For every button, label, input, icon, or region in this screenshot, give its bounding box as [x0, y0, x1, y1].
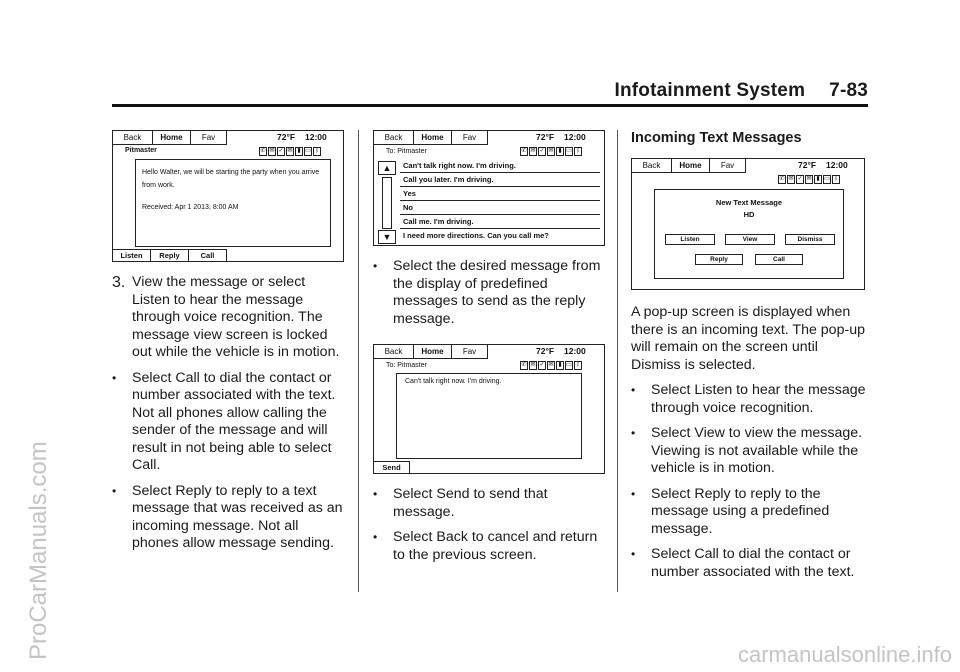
message-option[interactable]: No — [400, 201, 600, 215]
message-icon: ✉ — [788, 176, 794, 182]
bullet-dot: • — [631, 547, 636, 561]
phone-icon: ✆ — [521, 362, 527, 368]
header-text — [615, 80, 869, 102]
signal-icon: ▮ — [814, 175, 822, 184]
listen-button[interactable]: Listen — [665, 234, 715, 245]
signal-icon: ▮ — [556, 361, 564, 370]
bullet-item — [631, 382, 867, 417]
clock: 12:00 — [826, 160, 848, 170]
scroll-down-icon[interactable]: ▼ — [378, 230, 396, 244]
popup-dialog — [654, 189, 844, 279]
check-icon: ✓ — [278, 148, 284, 154]
message-box — [396, 373, 582, 459]
bluetooth-icon: ᛒ — [574, 147, 582, 156]
message-icon: ✉ — [530, 148, 536, 154]
bullet-text: Select Send to send that message. — [393, 486, 548, 520]
clock: 12:00 — [564, 132, 586, 142]
column-3 — [631, 130, 867, 581]
envelope-icon: ✉ — [548, 362, 554, 368]
scrollbar[interactable] — [382, 177, 392, 229]
bluetooth-icon: ᛒ — [832, 175, 840, 184]
bullet-item — [373, 486, 605, 521]
column-1 — [112, 130, 344, 553]
message-icon: ✉ — [530, 362, 536, 368]
message-option[interactable]: Call me. I'm driving. — [400, 215, 600, 229]
bullet-item — [631, 546, 867, 581]
bullet-text: Select Back to cancel and return to the previous screen. — [393, 529, 598, 563]
status-icons — [259, 147, 321, 156]
bullet-text: Select Listen to hear the message through voice recognition. — [651, 382, 866, 416]
status-icons — [520, 361, 582, 370]
back-button[interactable]: Back — [374, 345, 414, 359]
battery-icon: ▭ — [305, 148, 311, 154]
scroll-up-icon[interactable]: ▲ — [378, 161, 396, 175]
bullet-dot: • — [112, 370, 117, 385]
bullet-text: Select Reply to reply to a text message that was received as an incoming message. Not all phones allow message sending. — [132, 482, 343, 551]
dismiss-button[interactable]: Dismiss — [785, 234, 835, 245]
contact-name: Pitmaster — [125, 147, 157, 154]
screen-incoming-popup — [631, 158, 865, 290]
bluetooth-icon: ᛒ — [313, 147, 321, 156]
home-button[interactable]: Home — [672, 159, 710, 173]
send-button[interactable]: Send — [374, 461, 410, 473]
back-button[interactable]: Back — [113, 131, 153, 145]
message-option[interactable]: Can't talk right now. I'm driving. — [400, 159, 600, 173]
bullet-item — [373, 258, 605, 328]
envelope-icon: ✉ — [548, 148, 554, 154]
received-time: Received: Apr 1 2013, 8:00 AM — [142, 204, 239, 211]
bullet-text: Select Call to dial the contact or number associated with the text. Not all phones allow calling the sender of the message and will result in not being able to select Call. — [132, 369, 336, 473]
page-header — [112, 80, 868, 106]
clock: 12:00 — [564, 346, 586, 356]
phone-icon: ✆ — [779, 176, 785, 182]
bullet-dot: • — [631, 383, 636, 397]
back-button[interactable]: Back — [374, 131, 414, 145]
envelope-icon: ✉ — [806, 176, 812, 182]
bullet-text: Select View to view the message. Viewing is not available while the vehicle is in motion. — [651, 425, 863, 476]
screen-send-message — [373, 344, 605, 474]
screen-message-view — [112, 130, 344, 262]
bullet-dot: • — [112, 483, 117, 498]
message-option[interactable]: Yes — [400, 187, 600, 201]
message-option[interactable]: I need more directions. Can you call me? — [403, 231, 549, 240]
column-2 — [373, 130, 605, 564]
bullet-text: Select Reply to reply to the message using a predefined message. — [651, 485, 830, 537]
section-heading: Incoming Text Messages — [631, 130, 802, 146]
call-button[interactable]: Call — [189, 249, 227, 261]
back-button[interactable]: Back — [632, 159, 672, 173]
bullet-item — [631, 486, 867, 539]
header-rule — [112, 104, 868, 107]
bullet-item — [112, 483, 344, 553]
intro-text: A pop-up screen is displayed when there is an incoming text. The pop-up will remain on the screen until Dismiss is selected. — [631, 304, 865, 373]
bullet-text: Select Call to dial the contact or number associated with the text. — [651, 546, 855, 580]
listen-button[interactable]: Listen — [113, 249, 151, 261]
call-button[interactable]: Call — [755, 254, 803, 265]
bullet-text: Select the desired message from the display of predefined messages to send as the reply message. — [393, 258, 601, 327]
section-title: Infotainment System — [614, 80, 806, 101]
battery-icon: ▭ — [566, 362, 572, 368]
message-text: Can't talk right now. I'm driving. — [405, 378, 502, 385]
home-button[interactable]: Home — [414, 345, 452, 359]
recipient: To: Pitmaster — [386, 148, 427, 155]
bullet-dot: • — [631, 486, 636, 501]
page-number: 7-83 — [829, 80, 868, 101]
step-number: 3. — [112, 274, 126, 291]
fav-button[interactable]: Fav — [710, 159, 746, 173]
popup-subtitle: HD — [743, 210, 755, 219]
bluetooth-icon: ᛒ — [574, 361, 582, 370]
reply-button[interactable]: Reply — [151, 249, 189, 261]
column-divider-1 — [358, 130, 359, 592]
screen-predefined-messages — [373, 130, 605, 246]
temperature: 72°F — [536, 132, 555, 142]
message-box — [135, 159, 331, 247]
message-text: Hello Walter, we will be starting the party when you arrive from work. — [142, 169, 320, 189]
home-button[interactable]: Home — [153, 131, 191, 145]
check-icon: ✓ — [539, 362, 545, 368]
bullet-item — [112, 370, 344, 475]
column-divider-2 — [617, 130, 618, 592]
bullet-dot: • — [373, 530, 378, 544]
home-button[interactable]: Home — [414, 131, 452, 145]
phone-icon: ✆ — [521, 148, 527, 154]
screen-bottombar — [374, 461, 410, 473]
reply-button[interactable]: Reply — [695, 254, 743, 265]
view-button[interactable]: View — [725, 234, 775, 245]
bullet-item — [631, 425, 867, 478]
fav-button[interactable]: Fav — [452, 345, 488, 359]
step-3 — [112, 274, 344, 362]
step-text: View the message or select Listen to hear the message through voice recognition. The message view screen is locked out while the vehicle is in motion. — [132, 274, 340, 360]
battery-icon: ▭ — [824, 176, 830, 182]
bottom-watermark: carmanualsonline.info — [737, 642, 952, 667]
message-option[interactable]: Call you later. I'm driving. — [400, 173, 600, 187]
screen-topbar — [374, 131, 604, 145]
fav-button[interactable]: Fav — [452, 131, 488, 145]
message-icon: ✉ — [269, 148, 275, 154]
bullet-dot: • — [631, 426, 636, 440]
bullet-dot: • — [373, 259, 378, 273]
signal-icon: ▮ — [556, 147, 564, 156]
check-icon: ✓ — [539, 148, 545, 154]
temperature: 72°F — [277, 132, 296, 142]
signal-icon: ▮ — [295, 147, 303, 156]
temperature: 72°F — [536, 346, 555, 356]
bullet-dot: • — [373, 487, 378, 501]
battery-icon: ▭ — [566, 148, 572, 154]
envelope-icon: ✉ — [287, 148, 293, 154]
clock: 12:00 — [305, 132, 327, 142]
popup-title: New Text Message — [715, 198, 783, 207]
screen-topbar — [113, 131, 343, 145]
fav-button[interactable]: Fav — [191, 131, 227, 145]
screen-topbar — [374, 345, 604, 359]
temperature: 72°F — [798, 160, 817, 170]
side-watermark: ProCarManuals.com — [25, 441, 52, 660]
check-icon: ✓ — [797, 176, 803, 182]
screen-bottombar — [113, 249, 227, 261]
screen-topbar — [632, 159, 864, 173]
status-icons — [778, 175, 840, 184]
recipient: To: Pitmaster — [386, 362, 427, 369]
status-icons — [520, 147, 582, 156]
bullet-item — [373, 529, 605, 564]
phone-icon: ✆ — [260, 148, 266, 154]
